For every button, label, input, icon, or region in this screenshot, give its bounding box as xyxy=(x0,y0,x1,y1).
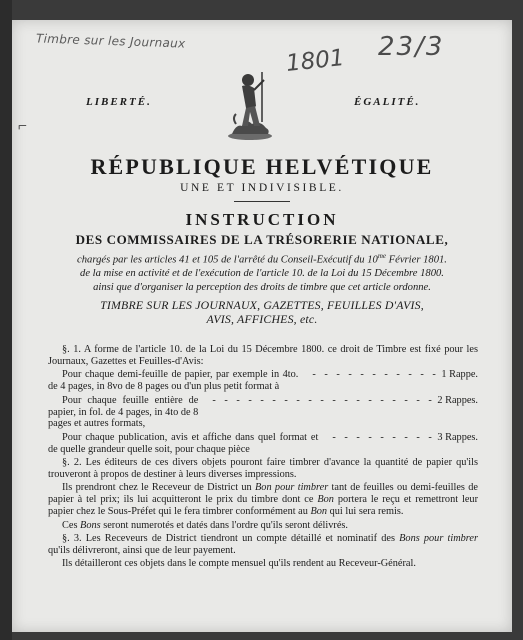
paragraph-6: Ils détailleront ces objets dans le compte mensuel qu'ils rendent au Receveur-Général. xyxy=(62,558,416,570)
timbre-heading: TIMBRE SUR LES JOURNAUX, GAZETTES, FEUILLES D'AVIS, AVIS, AFFICHES, etc. xyxy=(100,298,424,326)
commissaires-heading: DES COMMISSAIRES DE LA TRÉSORERIE NATIONALE, xyxy=(75,232,449,247)
paragraph-1: §. 1. A forme de l'article 10. de la Loi du 15 Décembre 1800. ce droit de Timbre est fixé pour les Journaux, Gazettes et Feuilles-d'Avis: xyxy=(48,344,478,367)
paragraph-3: Ils prendront chez le Receveur de District un Bon pour timbrer tant de feuilles ou demi-feuilles de papier à tel prix; ils lui acquitteront le prix du timbre dont ce Bon portera le reçu et remettront leur papier chez le Sous-Préfet qui le fera timbrer conformément au Bon qui lui sera remis. xyxy=(48,482,479,518)
republic-subtitle: UNE ET INDIVISIBLE. xyxy=(180,182,344,194)
republic-title: RÉPUBLIQUE HELVÉTIQUE xyxy=(90,154,434,179)
motto-egalite: ÉGALITÉ. xyxy=(354,96,421,108)
rate-row-full-sheet: Pour chaque feuille entière de papier, in fol. de 4 pages, in 4to de 8 pages et autres formats, - - - - - - - - - - - - - - - - - - - 2 Rappes. xyxy=(48,394,478,430)
body-text xyxy=(48,344,478,572)
charges-text xyxy=(46,250,478,294)
motto-liberte: LIBERTÉ. xyxy=(86,96,152,108)
rate-row-publication: Pour chaque publication, avis et affiche dans quel format et de quelle grandeur quelle soit, pour chaque pièce - - - - - - - - - 3 Rappes. xyxy=(48,431,478,455)
charges-line-2: de la mise en activité et de l'exécution de l'article 10. de la Loi du 15 Décembre 1800. xyxy=(80,268,444,280)
handwritten-year: 1801 xyxy=(284,45,346,77)
paragraph-4: Ces Bons seront numerotés et datés dans l'ordre qu'ils seront délivrés. xyxy=(62,519,348,531)
rate-row-half-sheet: Pour chaque demi-feuille de papier, par exemple in 4to. de 4 pages, in 8vo de 8 pages ou d'un plus petit format à - - - - - - - - - - - 1 Rappe. xyxy=(48,369,478,393)
instruction-heading: INSTRUCTION xyxy=(185,210,339,229)
margin-mark-icon: ⌐ xyxy=(18,118,28,135)
title-divider xyxy=(234,201,290,202)
charges-line-3: ainsi que d'organiser la perception des droits de timbre que cet article ordonne. xyxy=(93,281,431,293)
handwritten-number: 23/3 xyxy=(378,32,445,62)
charges-line-1: chargés par les articles 41 et 105 de l'arrêté du Conseil-Exécutif du $10^{me}$ Février 1801. xyxy=(77,252,447,266)
paragraph-2: §. 2. Les éditeurs de ces divers objets pouront faire timbrer d'avance la quantité de papier qu'ils trouveront à propos de destiner à leurs diverses impressions. xyxy=(48,457,478,481)
emblem-vignette-icon xyxy=(222,66,278,142)
handwritten-note: Timbre sur les Journaux xyxy=(35,31,186,51)
paragraph-5: §. 3. Les Receveurs de District tiendront un compte détaillé et nominatif des Bons pour timbrer qu'ils délivreront, ainsi que de leur payement. xyxy=(48,533,478,556)
document-page xyxy=(12,20,512,632)
scanner-edge xyxy=(0,0,12,640)
